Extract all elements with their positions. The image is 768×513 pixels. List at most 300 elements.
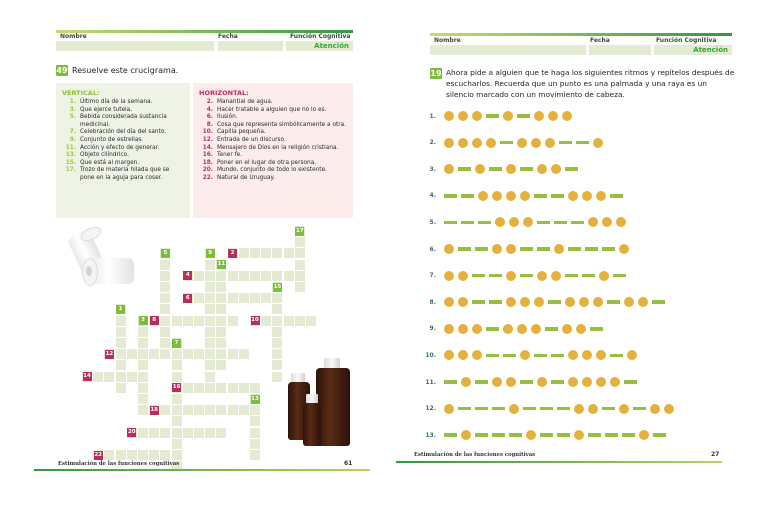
crossword-cell[interactable] xyxy=(216,349,226,359)
silence-dash-icon xyxy=(475,247,488,251)
crossword-cell[interactable] xyxy=(138,338,148,348)
crossword-cell[interactable] xyxy=(228,383,238,393)
clue-number: 17. xyxy=(65,167,76,174)
clue-text: Trozo de materia hilada que se pone en la aguja para coser. xyxy=(80,167,170,181)
silence-dash-icon xyxy=(633,407,646,411)
silence-dash-icon xyxy=(444,194,457,198)
clap-dot-icon xyxy=(506,271,516,281)
clap-dot-icon xyxy=(486,138,496,148)
crossword-cell[interactable] xyxy=(295,271,305,281)
rhythm-label: 4. xyxy=(429,192,436,200)
crossword-cell[interactable] xyxy=(228,293,238,303)
crossword-cell[interactable] xyxy=(216,304,226,314)
silence-dash-icon xyxy=(486,327,499,331)
crossword-clue-number-across: 8 xyxy=(150,316,159,325)
silence-dash-icon xyxy=(486,354,499,358)
crossword-cell[interactable] xyxy=(194,349,204,359)
date-label: Fecha xyxy=(590,37,610,44)
crossword-cell[interactable] xyxy=(250,439,260,449)
name-label: Nombre xyxy=(434,37,461,44)
clap-dot-icon xyxy=(531,324,541,334)
rhythm-row xyxy=(414,110,576,122)
crossword-cell[interactable] xyxy=(160,260,170,270)
silence-dash-icon xyxy=(540,433,553,437)
crossword-cell[interactable] xyxy=(306,316,316,326)
crossword-cell[interactable] xyxy=(205,282,215,292)
clap-dot-icon xyxy=(627,350,637,360)
crossword-cell[interactable] xyxy=(239,271,249,281)
crossword-cell[interactable] xyxy=(172,428,182,438)
clap-dot-icon xyxy=(444,244,454,254)
crossword-clue-number-across: 2 xyxy=(228,249,237,258)
clap-dot-icon xyxy=(545,138,555,148)
function-label: Función Cognitiva xyxy=(656,37,717,44)
function-value: Atención xyxy=(693,46,728,54)
crossword-cell[interactable] xyxy=(160,338,170,348)
crossword-cell[interactable] xyxy=(116,316,126,326)
clue-text: Mundo, conjunto de todo lo existente. xyxy=(217,167,327,174)
silence-dash-icon xyxy=(537,221,550,225)
silence-dash-icon xyxy=(458,407,471,411)
silence-dash-icon xyxy=(503,354,516,358)
crossword-cell[interactable] xyxy=(149,428,159,438)
crossword-cell[interactable] xyxy=(116,450,126,460)
crossword-cell[interactable] xyxy=(194,405,204,415)
silence-dash-icon xyxy=(520,380,533,384)
crossword-cell[interactable] xyxy=(116,372,126,382)
crossword-cell[interactable] xyxy=(160,428,170,438)
clap-dot-icon xyxy=(492,191,502,201)
function-label: Función Cognitiva xyxy=(290,33,351,40)
crossword-cell[interactable] xyxy=(127,450,137,460)
clap-dot-icon xyxy=(588,217,598,227)
clap-dot-icon xyxy=(664,404,674,414)
crossword-clue-number-across: 20 xyxy=(127,429,136,436)
crossword-cell[interactable] xyxy=(183,405,193,415)
rhythm-row xyxy=(414,349,641,361)
clue-number: 10. xyxy=(202,129,213,136)
crossword-cell[interactable] xyxy=(228,316,238,326)
clap-dot-icon xyxy=(574,404,584,414)
clue-number: 7. xyxy=(69,129,76,136)
crossword-cell[interactable] xyxy=(250,271,260,281)
date-label: Fecha xyxy=(218,33,238,40)
silence-dash-icon xyxy=(557,433,570,437)
rhythm-row xyxy=(414,190,627,202)
clap-dot-icon xyxy=(458,271,468,281)
crossword-cell[interactable] xyxy=(205,349,215,359)
crossword-clue-number-across: 10 xyxy=(251,317,259,324)
clap-dot-icon xyxy=(593,138,603,148)
silence-dash-icon xyxy=(559,141,572,145)
exercise-number-badge: 49 xyxy=(56,66,68,75)
rhythm-row xyxy=(414,243,633,255)
clap-dot-icon xyxy=(520,191,530,201)
clue-number: 22. xyxy=(202,174,213,181)
rhythm-label: 12. xyxy=(425,405,436,413)
crossword-cell[interactable] xyxy=(138,405,148,415)
silence-dash-icon xyxy=(472,274,485,278)
silence-dash-icon xyxy=(492,407,505,411)
silence-dash-icon xyxy=(489,300,502,304)
crossword-cell[interactable] xyxy=(205,260,215,270)
rhythm-label: 10. xyxy=(425,351,436,359)
medicine-bottles-image xyxy=(286,358,356,448)
crossword-cell[interactable] xyxy=(272,372,282,382)
crossword-cell[interactable] xyxy=(239,405,249,415)
clap-dot-icon xyxy=(579,297,589,307)
crossword-cell[interactable] xyxy=(205,405,215,415)
silence-dash-icon xyxy=(458,247,471,251)
crossword-cell[interactable] xyxy=(250,450,260,460)
crossword-cell[interactable] xyxy=(93,372,103,382)
crossword-cell[interactable] xyxy=(284,271,294,281)
crossword-cell[interactable] xyxy=(272,338,282,348)
clap-dot-icon xyxy=(534,111,544,121)
crossword-clue-number-down: 1 xyxy=(116,305,125,314)
crossword-cell[interactable] xyxy=(160,316,170,326)
silence-dash-icon xyxy=(540,407,553,411)
clap-dot-icon xyxy=(472,324,482,334)
crossword-cell[interactable] xyxy=(160,271,170,281)
crossword-cell[interactable] xyxy=(272,304,282,314)
clap-dot-icon xyxy=(616,217,626,227)
clap-dot-icon xyxy=(568,377,578,387)
silence-dash-icon xyxy=(444,380,457,384)
crossword-cell[interactable] xyxy=(116,338,126,348)
clue-number: 8. xyxy=(206,121,213,128)
clap-dot-icon xyxy=(444,111,454,121)
crossword-cell[interactable] xyxy=(239,349,249,359)
clue-number: 5. xyxy=(69,114,76,121)
crossword-clue-number-across: 6 xyxy=(183,294,192,303)
crossword-cell[interactable] xyxy=(138,428,148,438)
crossword-cell[interactable] xyxy=(127,372,137,382)
crossword-cell[interactable] xyxy=(149,349,159,359)
crossword-cell[interactable] xyxy=(295,282,305,292)
crossword-cell[interactable] xyxy=(284,316,294,326)
crossword-cell[interactable] xyxy=(250,293,260,303)
crossword-cell[interactable] xyxy=(228,405,238,415)
clue-number: 3. xyxy=(69,106,76,113)
clap-dot-icon xyxy=(593,297,603,307)
crossword-cell[interactable] xyxy=(116,349,126,359)
crossword-cell[interactable] xyxy=(239,248,249,258)
right-page xyxy=(384,0,768,513)
clap-dot-icon xyxy=(444,404,454,414)
crossword-cell[interactable] xyxy=(261,248,271,258)
rhythm-label: 11. xyxy=(425,378,436,386)
crossword-clue-number-down: 3 xyxy=(139,316,148,325)
crossword-cell[interactable] xyxy=(272,316,282,326)
silence-dash-icon xyxy=(551,354,564,358)
crossword-cell[interactable] xyxy=(194,316,204,326)
clap-dot-icon xyxy=(582,377,592,387)
silence-dash-icon xyxy=(588,433,601,437)
crossword-cell[interactable] xyxy=(205,372,215,382)
crossword-cell[interactable] xyxy=(261,293,271,303)
rhythm-label: 8. xyxy=(429,298,436,306)
clue-text: Ilusión. xyxy=(217,114,238,121)
crossword-cell[interactable] xyxy=(160,282,170,292)
silence-dash-icon xyxy=(565,274,578,278)
crossword-cell[interactable] xyxy=(116,360,126,370)
rhythm-row xyxy=(414,270,630,282)
clue-number: 9. xyxy=(69,136,76,143)
clap-dot-icon xyxy=(619,244,629,254)
silence-dash-icon xyxy=(602,407,615,411)
footer-title: Estimulación de las funciones cognitivas xyxy=(58,461,180,467)
crossword-cell[interactable] xyxy=(216,271,226,281)
clap-dot-icon xyxy=(534,297,544,307)
clue-text: Hacer tratable a alguien que no lo es. xyxy=(217,106,327,113)
crossword-cell[interactable] xyxy=(295,260,305,270)
silence-dash-icon xyxy=(486,114,499,118)
crossword-cell[interactable] xyxy=(205,338,215,348)
clap-dot-icon xyxy=(582,191,592,201)
crossword-cell[interactable] xyxy=(127,349,137,359)
crossword-clue-number-down: 5 xyxy=(161,249,170,258)
crossword-cell[interactable] xyxy=(216,360,226,370)
crossword-cell[interactable] xyxy=(138,372,148,382)
clap-dot-icon xyxy=(576,324,586,334)
footer-rule xyxy=(34,469,370,471)
crossword-cell[interactable] xyxy=(138,327,148,337)
clap-dot-icon xyxy=(526,430,536,440)
crossword-cell[interactable] xyxy=(216,327,226,337)
crossword-cell[interactable] xyxy=(116,327,126,337)
crossword-cell[interactable] xyxy=(194,428,204,438)
silence-dash-icon xyxy=(551,194,564,198)
clue-number: 11. xyxy=(65,144,76,151)
crossword-cell[interactable] xyxy=(205,360,215,370)
crossword-cell[interactable] xyxy=(272,327,282,337)
crossword-clue-number-across: 22 xyxy=(94,451,103,458)
silence-dash-icon xyxy=(610,354,623,358)
crossword-cell[interactable] xyxy=(172,450,182,460)
silence-dash-icon xyxy=(568,247,581,251)
rhythm-row xyxy=(414,137,607,149)
crossword-cell[interactable] xyxy=(160,349,170,359)
crossword-clue-number-down: 15 xyxy=(273,283,282,290)
crossword-cell[interactable] xyxy=(250,428,260,438)
crossword-cell[interactable] xyxy=(172,394,182,404)
crossword-cell[interactable] xyxy=(216,428,226,438)
crossword-cell[interactable] xyxy=(172,405,182,415)
crossword-cell[interactable] xyxy=(295,248,305,258)
clue-text: Objeto cilíndrico. xyxy=(80,152,129,159)
footer-title: Estimulación de las funciones cognitivas xyxy=(414,452,536,458)
rhythm-row xyxy=(414,163,582,175)
name-label: Nombre xyxy=(60,33,87,40)
crossword-cell[interactable] xyxy=(272,293,282,303)
clap-dot-icon xyxy=(506,244,516,254)
rhythm-label: 2. xyxy=(429,139,436,147)
silence-dash-icon xyxy=(622,433,635,437)
silence-dash-icon xyxy=(444,221,457,225)
crossword-cell[interactable] xyxy=(104,372,114,382)
clap-dot-icon xyxy=(444,271,454,281)
crossword-cell[interactable] xyxy=(261,316,271,326)
clap-dot-icon xyxy=(582,350,592,360)
rhythm-row xyxy=(414,216,630,228)
silence-dash-icon xyxy=(461,221,474,225)
clue-number: 2. xyxy=(206,99,213,105)
crossword-cell[interactable] xyxy=(172,349,182,359)
clue-text: Manantial de agua. xyxy=(217,99,273,105)
silence-dash-icon xyxy=(472,300,485,304)
crossword-cell[interactable] xyxy=(239,383,249,393)
crossword-cell[interactable] xyxy=(205,316,215,326)
clap-dot-icon xyxy=(610,377,620,387)
crossword-cell[interactable] xyxy=(194,293,204,303)
crossword-cell[interactable] xyxy=(205,428,215,438)
crossword-cell[interactable] xyxy=(116,383,126,393)
silence-dash-icon xyxy=(461,194,474,198)
crossword-cell[interactable] xyxy=(160,293,170,303)
crossword-cell[interactable] xyxy=(172,316,182,326)
crossword-cell[interactable] xyxy=(295,316,305,326)
silence-dash-icon xyxy=(551,380,564,384)
exercise-number-badge: 19 xyxy=(430,69,442,78)
silence-dash-icon xyxy=(585,247,598,251)
clue-text: Cosa que representa simbólicamente a otra. xyxy=(217,121,347,128)
rhythm-row xyxy=(414,296,669,308)
silence-dash-icon xyxy=(548,300,561,304)
crossword-cell[interactable] xyxy=(250,405,260,415)
clue-text: Acción y efecto de generar. xyxy=(80,144,160,151)
rhythm-label: 7. xyxy=(429,272,436,280)
crossword-cell[interactable] xyxy=(216,316,226,326)
clap-dot-icon xyxy=(444,138,454,148)
silence-dash-icon xyxy=(444,433,457,437)
crossword-cell[interactable] xyxy=(216,338,226,348)
crossword-cell[interactable] xyxy=(149,450,159,460)
clap-dot-icon xyxy=(506,377,516,387)
clap-dot-icon xyxy=(506,164,516,174)
clue-number: 15. xyxy=(65,159,76,166)
clap-dot-icon xyxy=(599,271,609,281)
crossword-clue-number-down: 9 xyxy=(206,249,215,258)
crossword-cell[interactable] xyxy=(216,293,226,303)
crossword-cell[interactable] xyxy=(138,394,148,404)
crossword-cell[interactable] xyxy=(194,383,204,393)
crossword-clue-number-down: 13 xyxy=(251,395,259,402)
clap-dot-icon xyxy=(475,164,485,174)
silence-dash-icon xyxy=(624,380,637,384)
crossword-cell[interactable] xyxy=(183,316,193,326)
clue-text: Mensajero de Dios en la religión cristiana. xyxy=(217,144,339,151)
crossword-cell[interactable] xyxy=(250,383,260,393)
crossword-cell[interactable] xyxy=(239,293,249,303)
crossword-cell[interactable] xyxy=(194,271,204,281)
crossword-cell[interactable] xyxy=(295,237,305,247)
clap-dot-icon xyxy=(472,111,482,121)
crossword-cell[interactable] xyxy=(250,416,260,426)
crossword-clue-number-across: 18 xyxy=(150,406,159,413)
crossword-cell[interactable] xyxy=(183,428,193,438)
clap-dot-icon xyxy=(537,377,547,387)
crossword-cell[interactable] xyxy=(261,271,271,281)
crossword-cell[interactable] xyxy=(216,405,226,415)
crossword-cell[interactable] xyxy=(160,450,170,460)
crossword-cell[interactable] xyxy=(183,383,193,393)
crossword-cell[interactable] xyxy=(183,349,193,359)
clap-dot-icon xyxy=(596,377,606,387)
crossword-cell[interactable] xyxy=(272,360,282,370)
crossword-cell[interactable] xyxy=(138,450,148,460)
crossword-cell[interactable] xyxy=(228,271,238,281)
clap-dot-icon xyxy=(568,191,578,201)
clap-dot-icon xyxy=(565,297,575,307)
silence-dash-icon xyxy=(520,274,533,278)
crossword-cell[interactable] xyxy=(138,360,148,370)
page-number: 27 xyxy=(711,451,720,458)
clue-number: 18. xyxy=(202,159,213,166)
crossword-cell[interactable] xyxy=(205,383,215,393)
crossword-cell[interactable] xyxy=(272,248,282,258)
rhythm-label: 6. xyxy=(429,245,436,253)
silence-dash-icon xyxy=(489,167,502,171)
rhythm-row xyxy=(414,376,641,388)
crossword-cell[interactable] xyxy=(138,349,148,359)
crossword-cell[interactable] xyxy=(160,304,170,314)
clap-dot-icon xyxy=(596,350,606,360)
crossword-cell[interactable] xyxy=(205,327,215,337)
crossword-cell[interactable] xyxy=(172,439,182,449)
crossword-cell[interactable] xyxy=(205,293,215,303)
crossword-cell[interactable] xyxy=(160,327,170,337)
clap-dot-icon xyxy=(503,324,513,334)
crossword-cell[interactable] xyxy=(160,405,170,415)
silence-dash-icon xyxy=(607,300,620,304)
silence-dash-icon xyxy=(520,167,533,171)
clap-dot-icon xyxy=(624,297,634,307)
clap-dot-icon xyxy=(520,350,530,360)
crossword-cell[interactable] xyxy=(216,383,226,393)
silence-dash-icon xyxy=(554,221,567,225)
crossword-cell[interactable] xyxy=(104,450,114,460)
clap-dot-icon xyxy=(506,297,516,307)
crossword-cell[interactable] xyxy=(228,349,238,359)
crossword-cell[interactable] xyxy=(250,248,260,258)
crossword-cell[interactable] xyxy=(172,372,182,382)
clap-dot-icon xyxy=(602,217,612,227)
crossword-cell[interactable] xyxy=(272,349,282,359)
crossword-cell[interactable] xyxy=(284,248,294,258)
clap-dot-icon xyxy=(562,111,572,121)
silence-dash-icon xyxy=(557,407,570,411)
silence-dash-icon xyxy=(653,433,666,437)
clap-dot-icon xyxy=(574,430,584,440)
crossword-cell[interactable] xyxy=(216,282,226,292)
silence-dash-icon xyxy=(652,300,665,304)
rhythm-list xyxy=(414,0,754,513)
crossword-cell[interactable] xyxy=(172,416,182,426)
horizontal-title: HORIZONTAL: xyxy=(199,89,249,97)
crossword-cell[interactable] xyxy=(172,360,182,370)
clue-number: 4. xyxy=(206,106,213,113)
clap-dot-icon xyxy=(458,297,468,307)
clap-dot-icon xyxy=(562,324,572,334)
crossword-cell[interactable] xyxy=(138,383,148,393)
crossword-cell[interactable] xyxy=(272,271,282,281)
silence-dash-icon xyxy=(509,433,522,437)
crossword-cell[interactable] xyxy=(205,304,215,314)
crossword-cell[interactable] xyxy=(205,271,215,281)
silence-dash-icon xyxy=(478,221,491,225)
function-value: Atención xyxy=(314,42,349,50)
